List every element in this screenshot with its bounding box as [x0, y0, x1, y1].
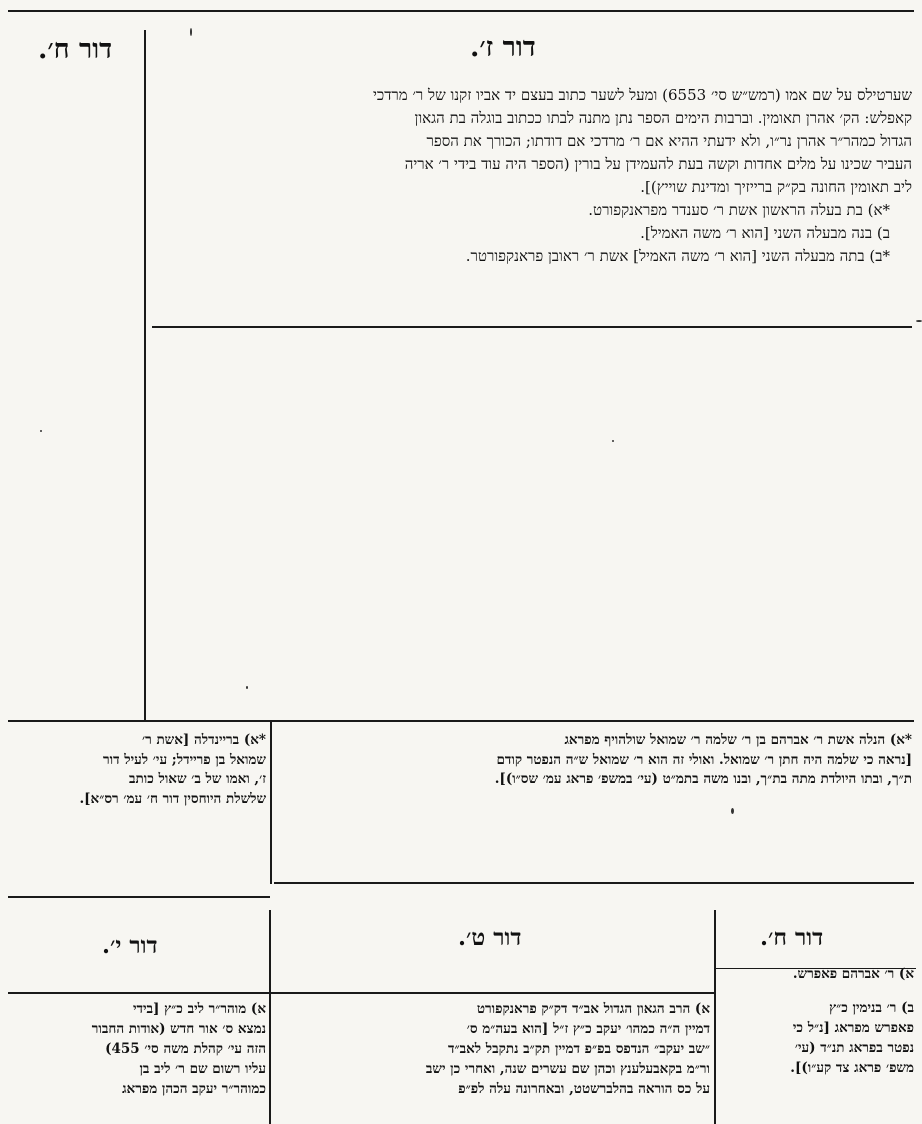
list-item: *ב) בתה מבעלה השני [הוא ר׳ משה האמיל] אשת ר׳ ראובן פראנקפורטר.: [465, 247, 890, 265]
section-rule: [8, 720, 914, 722]
footnote-line: [נראה כי שלמה היה חתן ר׳ שמואל. ואולי זה הוא ר׳ שמואל ש״ה הנפטר קודם: [496, 751, 912, 768]
text-line: ליב תאומין החונה בק״ק ברייזיך ומדינת שוייץ)].: [640, 178, 912, 196]
text-line: ״שב יעקב״ הנדפס בפ״פ דמיין תק״ב נתקבל לאב״ד: [447, 1041, 710, 1057]
paper-speck: [916, 320, 922, 322]
paper-speck: [246, 686, 248, 689]
footnote-divider-vertical: [270, 722, 272, 884]
gen7-end-rule: [152, 326, 912, 328]
text-line: העביר שכינו על מלים אחדות וקשה בעת להעמידן על בורין (הספר היה עוד בידי ר׳ אריה: [404, 155, 912, 173]
gen8-heading: דור ח׳.: [760, 924, 824, 951]
gen9-heading: דור ט׳.: [458, 924, 522, 951]
gen10-column: [10, 999, 266, 1099]
footnote-side: [10, 731, 266, 809]
list-item: ב) בנה מבעלה השני [הוא ר׳ משה האמיל].: [640, 224, 890, 242]
footnote-line: *א) הנלה אשת ר׳ אברהם בן ר׳ שלמה ר׳ שמואל שולהויף מפראג: [564, 732, 912, 748]
footnote-line: ת״ך, ובתו היולדת מתה בת״ך, ובנו משה בתמ״ט (עי׳ במשפ׳ פראג עמ׳ שס״ו)].: [494, 771, 912, 787]
text-line: נמצא ס׳ אור חדש (אודות החבור: [91, 1021, 266, 1037]
gen9-column: [274, 999, 710, 1099]
paper-speck: [612, 440, 614, 442]
header-underline-gen9: [271, 992, 714, 994]
paper-speck: [40, 430, 42, 432]
list-item: א) הרב הגאון הגדול אב״ד דק״ק פראנקפורט: [476, 1001, 710, 1017]
col-divider-gen9: [269, 910, 271, 1124]
text-line: קאפלש: הק׳ אהרן תאומין. וברבות הימים הספר נתן מתנה לבתו ככתוב בוגלה בת הגאון: [414, 109, 912, 127]
gen8-column: [718, 964, 914, 1078]
text-line: ור״מ בקאבעלענץ וכהן שם עשרים שנה, ואחרי כן ישב: [425, 1061, 710, 1077]
paper-speck: [731, 808, 734, 814]
column-divider-vertical: [144, 30, 146, 720]
text-line: פאפרש מפראג [נ״ל כי: [792, 1020, 914, 1036]
lower-rule-short: [274, 882, 914, 884]
col-divider-gen8: [714, 910, 716, 1124]
footnote-line: ז׳, ואמו של ב׳ שאול כותב: [129, 771, 266, 787]
text-line: הגדול כמהר״ר אהרן נר״ו, ולא ידעתי ההיא אם ר׳ מרדכי אם דודתו; הכורך את הספר: [426, 132, 912, 150]
text-line: משפ׳ פראג צד קע״ו)].: [790, 1060, 914, 1076]
paper-speck: [190, 28, 192, 36]
text-line: שערטילס על שם אמו (רמש״ש סי׳ 6553) ומעל לשער כתוב בעצם יד אביו זקנו של ר׳ מרדכי: [372, 86, 912, 104]
footnote-line: שמואל בן פריידל; עי׳ לעיל דור: [103, 751, 266, 768]
list-item: א) ר׳ אברהם פאפרש.: [792, 966, 914, 982]
list-item: *א) בת בעלה הראשון אשת ר׳ סענדר מפראנקפורט.: [588, 201, 890, 219]
gen10-heading: דור י׳.: [102, 932, 158, 959]
lower-rule-left: [8, 896, 270, 898]
text-line: דמיין ה״ה כמהו׳ יעקב כ״ץ ז״ל [הוא בעה״מ ס׳: [466, 1021, 710, 1037]
text-line: כמוהר״ר יעקב הכהן מפראג: [122, 1081, 266, 1097]
text-line: על כס הוראה בהלברשטט, ובאחרונה עלה לפ״פ: [458, 1081, 710, 1097]
list-item: ב) ר׳ בנימין כ״ץ: [829, 1000, 914, 1016]
gen7-paragraph: [152, 84, 912, 268]
gen7-heading: דור ז׳.: [470, 32, 536, 63]
footnote-line: שלשלת היוחסין דור ח׳ עמ׳ רס״א].: [79, 790, 266, 807]
gen8-side-heading: דור ח׳.: [38, 34, 113, 65]
header-underline-gen10: [8, 992, 269, 994]
text-line: נפטר בפראג תנ״ד (עי׳: [794, 1040, 914, 1056]
spacer: [718, 984, 914, 998]
footnote-main: [278, 731, 912, 790]
list-item: א) מוהר״ר ליב כ״ץ [בידי: [132, 1001, 266, 1017]
footnote-line: *א) בריינדלה [אשת ר׳: [142, 732, 266, 748]
top-rule: [8, 10, 914, 12]
text-line: עליו רשום שם ר׳ ליב בן: [139, 1061, 266, 1077]
text-line: הזה עי׳ קהלת משה סי׳ 455): [105, 1041, 266, 1057]
